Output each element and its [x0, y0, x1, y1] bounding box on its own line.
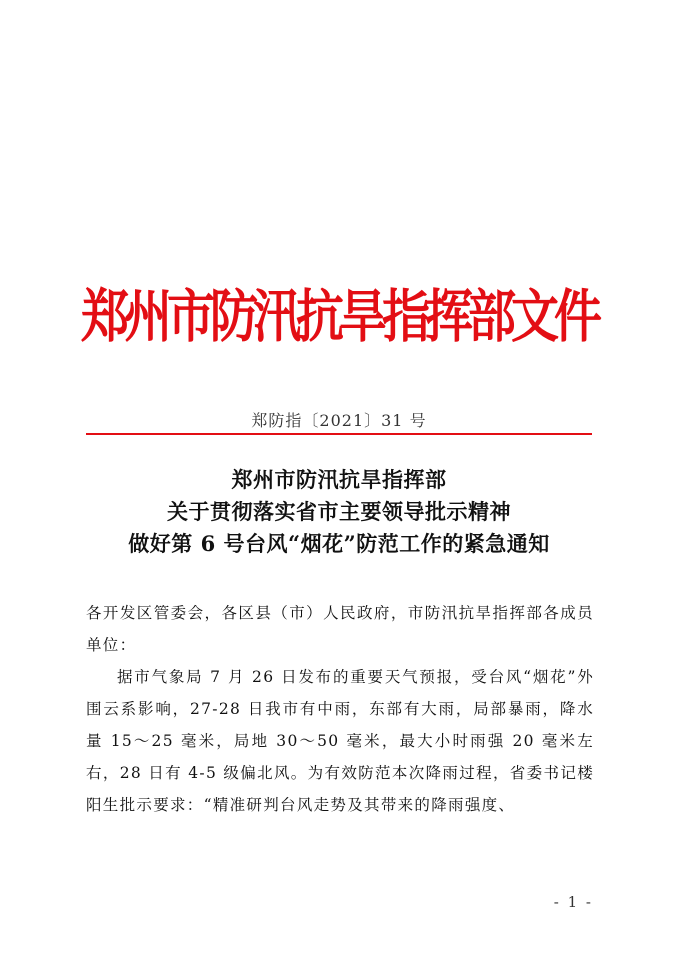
document-body — [86, 597, 594, 821]
page-number: - 1 - — [553, 893, 593, 911]
notice-title — [0, 464, 678, 560]
notice-title-line-1: 郑州市防汛抗旱指挥部 — [231, 467, 447, 492]
document-header-title: 郑州市防汛抗旱指挥部文件 — [80, 283, 597, 351]
document-number: 郑防指〔2021〕31 号 — [251, 411, 427, 430]
notice-title-line-3: 做好第 6 号台风“烟花”防范工作的紧急通知 — [128, 531, 550, 556]
addressee-paragraph: 各开发区管委会，各区县（市）人民政府，市防汛抗旱指挥部各成员单位： — [86, 604, 594, 654]
red-divider-line — [86, 433, 592, 435]
body-paragraph: 据市气象局 7 月 26 日发布的重要天气预报，受台风“烟花”外围云系影响，27-28 日我市有中雨，东部有大雨，局部暴雨，降水量 15～25 毫米，局地 30～50 毫米，最大小时雨强 20 毫米左右，28 日有 4-5 级偏北风。为有效防范本次降雨过程，省委书记楼阳生批示要求：“精准研判台风走势及其带来的降雨强度、 — [86, 668, 594, 814]
notice-title-line-2: 关于贯彻落实省市主要领导批示精神 — [167, 499, 511, 524]
